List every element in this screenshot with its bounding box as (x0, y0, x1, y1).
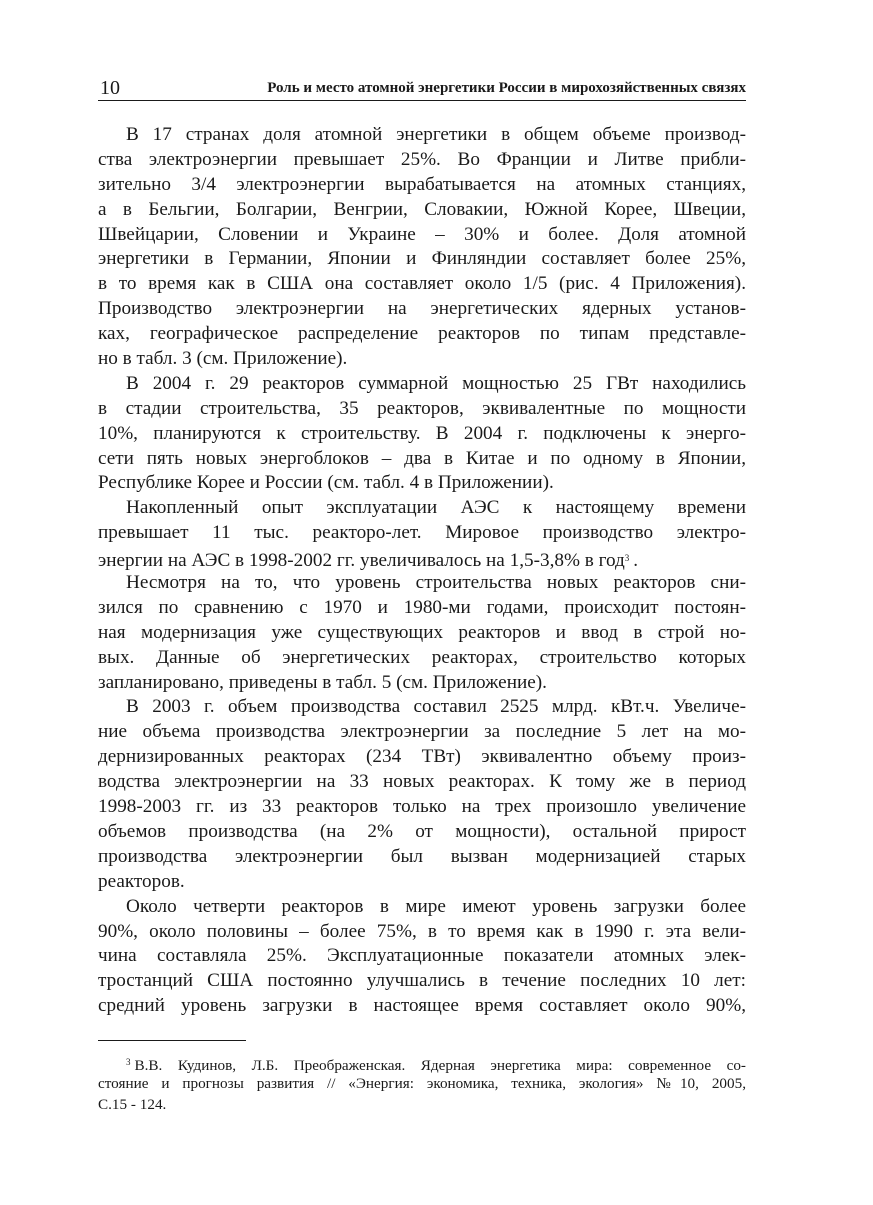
text-line: Около четверти реакторов в мире имеют уровень загрузки более (126, 895, 746, 917)
text-line: дернизированных реакторах (234 ТВт) эквивалентно объему произ- (98, 746, 746, 768)
text-line: ках, географическое распределение реакторов по типам представле- (98, 323, 746, 345)
footnote (98, 1052, 746, 1115)
text-line: но в табл. 3 (см. Приложение). (98, 348, 348, 370)
text-line: Республике Корее и России (см. табл. 4 в Приложении). (98, 472, 554, 494)
paragraph-4 (98, 571, 746, 695)
paragraph-3 (98, 496, 746, 571)
text-line: вых. Данные об энергетических реакторах, строительство которых (98, 646, 746, 668)
text-line: зительно 3/4 электроэнергии вырабатывается на атомных станциях, (98, 173, 746, 195)
paragraph-1 (98, 123, 746, 372)
body-text (98, 123, 746, 1019)
footnote-line-content: В.В. Кудинов, Л.Б. Преображенская. Ядерная энергетика мира: современное со- (134, 1057, 746, 1074)
text-line: в стадии строительства, 35 реакторов, эквивалентные по мощности (98, 397, 746, 419)
text-line: В 2004 г. 29 реакторов суммарной мощностью 25 ГВт находились (126, 372, 746, 394)
text-line: Несмотря на то, что уровень строительства новых реакторов сни- (126, 572, 746, 594)
running-header-title: Роль и место атомной энергетики России в мирохозяйственных связях (267, 80, 746, 96)
text-line: превышает 11 тыс. реакторо-лет. Мировое производство электро- (98, 522, 746, 544)
footnote-divider (98, 1040, 246, 1041)
text-line: а в Бельгии, Болгарии, Венгрии, Словакии, Южной Корее, Швеции, (98, 198, 746, 220)
running-header (98, 76, 746, 101)
footnote-line: С.15 - 124. (98, 1096, 167, 1113)
text-line: зился по сравнению с 1970 и 1980-ми годами, происходит постоян- (98, 596, 746, 618)
text-line: объемов производства (на 2% от мощности), остальной прирост (98, 820, 746, 842)
text-line: реакторов. (98, 870, 185, 892)
footnote-line (98, 1052, 746, 1073)
text-line: ная модернизация уже существующих реакторов и ввод в строй но- (98, 621, 746, 643)
text-line: В 17 странах доля атомной энергетики в общем объеме производ- (126, 124, 746, 145)
text-line: водства электроэнергии на 33 новых реакторах. К тому же в период (98, 771, 746, 793)
text-line-with-footnote (98, 546, 746, 571)
text-line: в то время как в США она составляет около 1/5 (рис. 4 Приложения). (98, 273, 746, 295)
book-page (98, 0, 746, 1205)
footnote-line: стояние и прогнозы развития // «Энергия: экономика, техника, экология» №10, 2005, (98, 1075, 746, 1092)
sentence-end: . (633, 550, 639, 572)
text-line: Швейцарии, Словении и Украине – 30% и более. Доля атомной (98, 223, 746, 245)
paragraph-6 (98, 895, 746, 1019)
text-line: Производство электроэнергии на энергетических ядерных установ- (98, 298, 746, 320)
text-line: запланировано, приведены в табл. 5 (см. Приложение). (98, 671, 547, 693)
text-line: В 2003 г. объем производства составил 2525 млрд. кВт.ч. Увеличе- (126, 696, 746, 718)
text-line: Накопленный опыт эксплуатации АЭС к настоящему времени (126, 497, 746, 519)
text-line: тростанций США постоянно улучшались в течение последних 10 лет: (98, 970, 746, 992)
text-line: чина составляла 25%. Эксплуатационные показатели атомных элек- (98, 945, 746, 967)
footnote-reference: 3 (624, 553, 630, 564)
text-line: 10%, планируются к строительству. В 2004 г. подключены к энерго- (98, 422, 746, 444)
page-number: 10 (100, 77, 120, 99)
text-line: средний уровень загрузки в настоящее время составляет около 90%, (98, 995, 746, 1017)
text-line: 90%, около половины – более 75%, в то время как в 1990 г. эта вели- (98, 920, 746, 942)
footnote-number: 3 (126, 1057, 131, 1067)
text-line: ние объема производства электроэнергии за последние 5 лет на мо- (98, 721, 746, 743)
text-line: ства электроэнергии превышает 25%. Во Франции и Литве прибли- (98, 148, 746, 170)
text-line: 1998-2003 гг. из 33 реакторов только на трех произошло увеличение (98, 796, 746, 818)
text-line: производства электроэнергии был вызван модернизацией старых (98, 845, 746, 867)
text-line-content: энергии на АЭС в 1998-2002 гг. увеличивалось на 1,5-3,8% в год (98, 550, 625, 572)
text-line: сети пять новых энергоблоков – два в Китае и по одному в Японии, (98, 447, 746, 469)
text-line: энергетики в Германии, Японии и Финляндии составляет более 25%, (98, 248, 746, 270)
paragraph-2 (98, 372, 746, 496)
paragraph-5 (98, 695, 746, 894)
